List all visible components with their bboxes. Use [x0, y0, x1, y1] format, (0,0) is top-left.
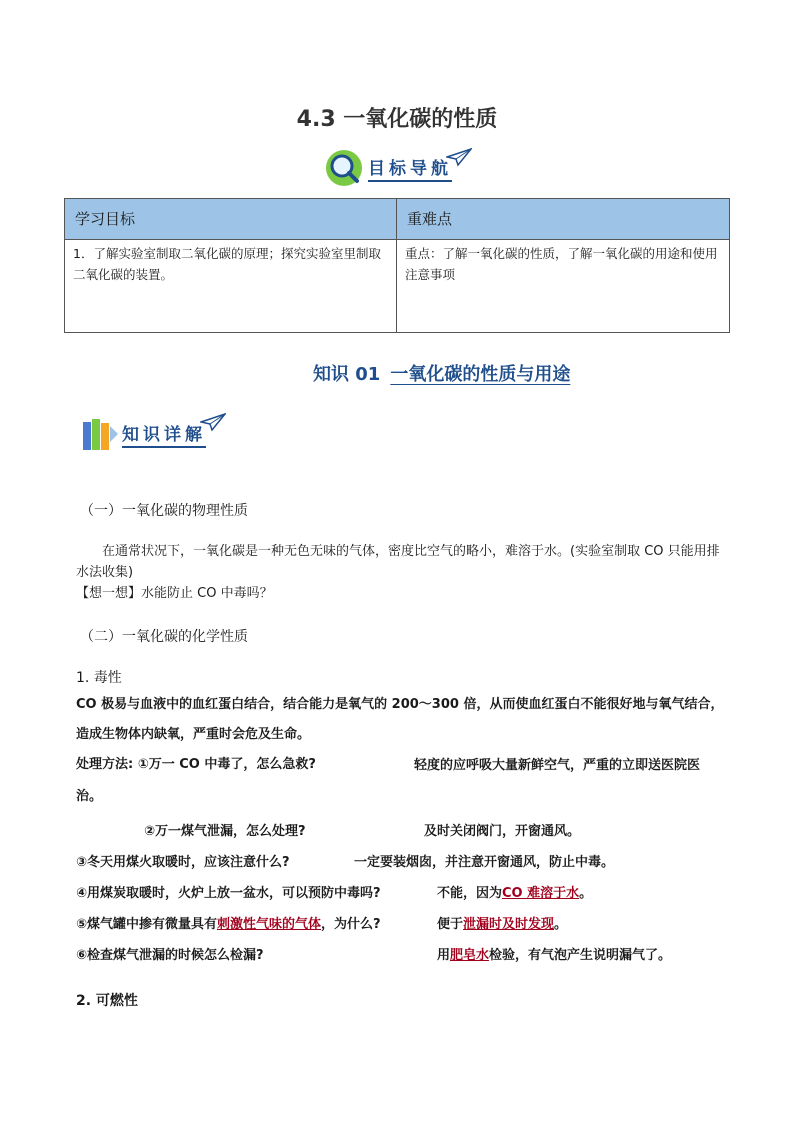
answer-4-highlight: CO 难溶于水 — [502, 886, 580, 901]
question-5 — [76, 913, 381, 932]
question-4: ④用煤炭取暖时，火炉上放一盆水，可以预防中毒吗? — [76, 886, 381, 901]
answer-6-suffix: 检验，有气泡产生说明漏气了。 — [489, 948, 672, 963]
page-title: 4.3 一氧化碳的性质 — [296, 107, 498, 132]
question-3: ③冬天用煤火取暖时，应该注意什么? — [76, 855, 290, 870]
table-header-goals: 学习目标 — [65, 199, 397, 240]
physical-properties-text: 在通常状况下，一氧化碳是一种无色无味的气体，密度比空气的略小，难溶于水。(实验室制取 CO 只能用排水法收集) — [76, 544, 720, 580]
answer-5-highlight: 泄漏时及时发现 — [463, 917, 555, 932]
goals-badge-label: 目标导航 — [368, 154, 452, 182]
question-1: 处理方法: ①万一 CO 中毒了，怎么急救? — [76, 757, 316, 772]
answer-3: 一定要装烟囱，并注意开窗通风，防止中毒。 — [354, 855, 615, 870]
books-icon — [80, 414, 120, 454]
table-row — [65, 240, 730, 333]
toxicity-heading: 1. 毒性 — [76, 670, 122, 686]
section-heading-physical: （一）一氧化碳的物理性质 — [80, 503, 248, 519]
section-heading-chemical: （二）一氧化碳的化学性质 — [80, 629, 248, 645]
answer-2: 及时关闭阀门，开窗通风。 — [424, 824, 581, 839]
table-cell-key-points: 重点：了解一氧化碳的性质，了解一氧化碳的用途和使用注意事项 — [397, 240, 730, 333]
table-cell-goals: 1．了解实验室制取二氧化碳的原理；探究实验室里制取二氧化碳的装置。 — [65, 240, 397, 333]
think-question: 【想一想】水能防止 CO 中毒吗？ — [76, 586, 273, 601]
answer-4-prefix: 不能，因为 — [437, 886, 503, 901]
knowledge-number: 知识 01 — [313, 364, 381, 385]
goals-table — [64, 198, 730, 333]
table-header-row — [65, 199, 730, 240]
toxicity-text: CO 极易与血液中的血红蛋白结合，结合能力是氧气的 200～300 倍，从而使血红蛋白不能很好地与氧气结合，造成生物体内缺氧，严重时会危及生命。 — [76, 697, 724, 742]
paper-plane-icon — [446, 147, 472, 167]
answer-4-suffix: 。 — [579, 886, 593, 901]
goals-badge — [324, 146, 472, 190]
question-6: ⑥检查煤气泄漏的时候怎么检漏? — [76, 948, 264, 963]
answer-5-suffix: 。 — [554, 917, 568, 932]
answer-6 — [437, 944, 671, 963]
knowledge-title: 一氧化碳的性质与用途 — [390, 364, 571, 385]
answer-1: 轻度的应呼吸大量新鲜空气，严重的立即送医院医 — [414, 758, 701, 773]
answer-4 — [437, 882, 592, 901]
flammability-heading: 2. 可燃性 — [76, 993, 138, 1009]
question-5-highlight: 刺激性气味的气体 — [217, 917, 322, 932]
answer-6-highlight: 肥皂水 — [450, 948, 490, 963]
question-5-prefix: ⑤煤气罐中掺有微量具有 — [76, 917, 218, 932]
magnifier-icon — [324, 148, 364, 188]
knowledge-heading — [313, 360, 570, 386]
answer-1-continued: 治。 — [76, 789, 103, 804]
answer-5 — [437, 913, 567, 932]
detail-badge-label: 知识详解 — [122, 420, 206, 448]
paper-plane-icon — [200, 412, 226, 432]
question-5-suffix: ，为什么? — [321, 917, 381, 932]
table-header-key-points: 重难点 — [397, 199, 730, 240]
answer-5-prefix: 便于 — [437, 917, 464, 932]
answer-6-prefix: 用 — [437, 948, 451, 963]
detail-badge — [80, 412, 226, 456]
question-2: ②万一煤气泄漏，怎么处理? — [144, 824, 306, 839]
